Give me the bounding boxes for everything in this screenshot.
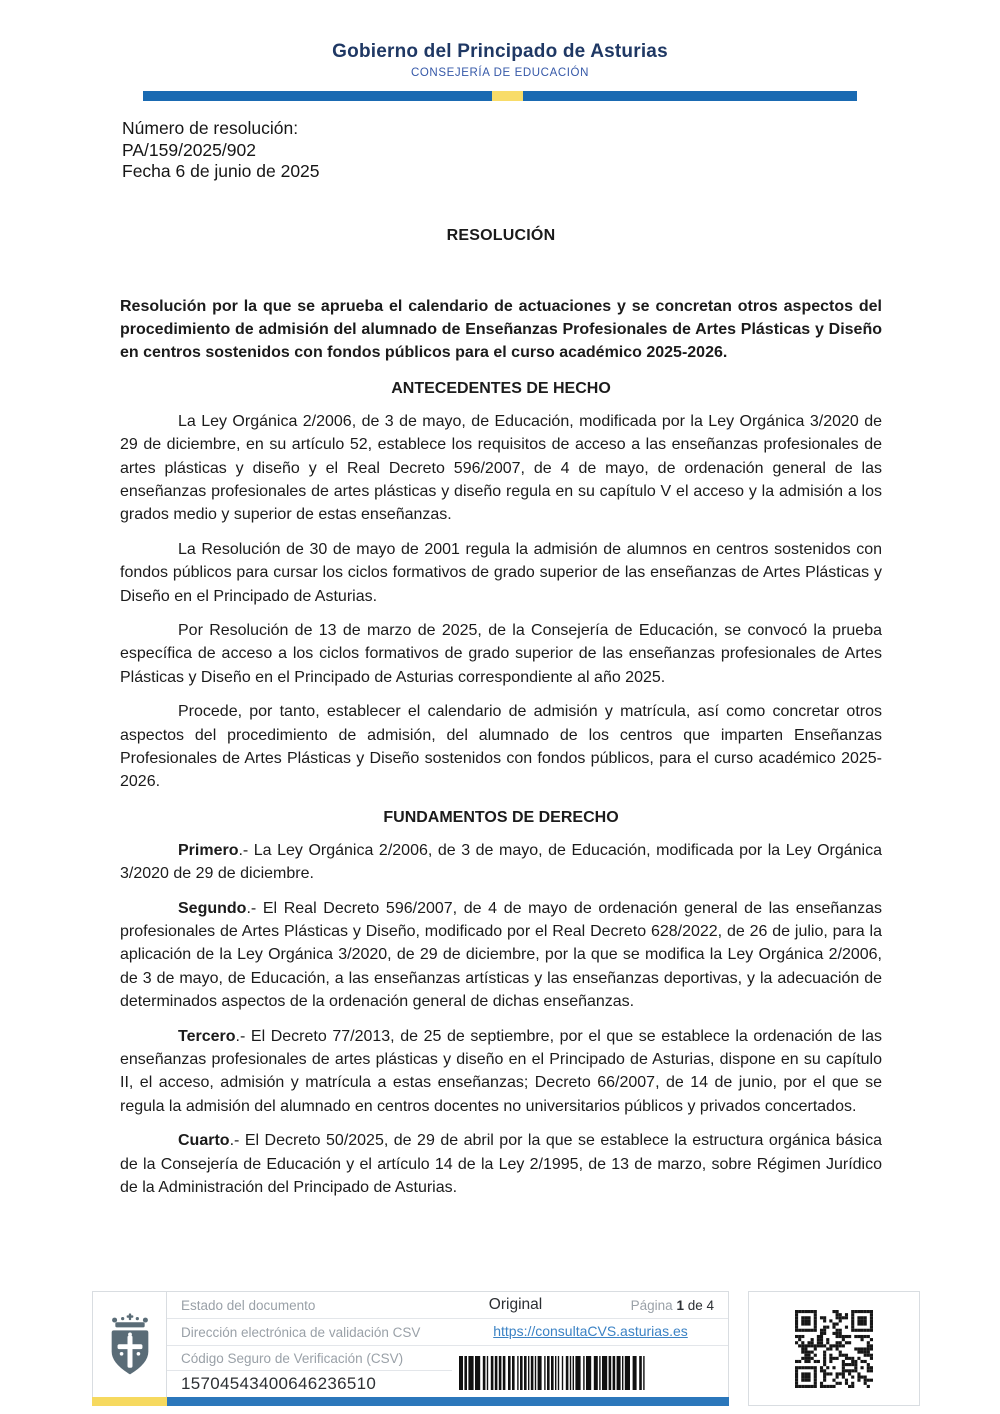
footer-bar-yellow-segment: [92, 1397, 167, 1406]
section-heading-antecedentes: ANTECEDENTES DE HECHO: [391, 379, 611, 397]
doc-title: RESOLUCIÓN: [446, 226, 556, 244]
paragraph-fundamento-tercero: [120, 1025, 882, 1119]
qr-code-icon: [795, 1310, 873, 1388]
fundamento-text: .- La Ley Orgánica 2/2006, de 3 de mayo, de Educación, modificada por la Ley Orgánica 3/2020 de 29 de diciembre.: [120, 841, 882, 883]
resolution-number-value: PA/159/2025/902: [122, 139, 256, 160]
paragraph-fundamento-segundo: [120, 897, 882, 1014]
barcode: [459, 1356, 649, 1390]
page-current: 1: [676, 1297, 684, 1313]
footer-logo-column: [93, 1292, 167, 1397]
gov-subtitle: CONSEJERÍA DE EDUCACIÓN: [410, 67, 590, 79]
fundamento-text: .- El Decreto 50/2025, de 29 de abril por la que se establece la estructura orgánica básica de la Consejería de Educación y el artículo 14 de la Ley 2/1995, de 13 de marzo, sobre Régimen Jurídico de la Administración del Principado de Asturias.: [120, 1132, 882, 1197]
paragraph-antecedentes-3: Por Resolución de 13 de marzo de 2025, de la Consejería de Educación, se convocó la prueba específica de acceso a los ciclos formativos de grado superior de las enseñanzas profesionales de Artes Plásticas y Diseño en el Principado de Asturias correspondiente al año 2025.: [120, 621, 882, 686]
page-total: de 4: [687, 1297, 714, 1313]
section-heading-fundamentos: FUNDAMENTOS DE DERECHO: [383, 808, 619, 826]
csv-direccion-label: Dirección electrónica de validación CSV: [181, 1324, 421, 1340]
page-indicator: Página 1 de 4: [630, 1297, 714, 1313]
paragraph-antecedentes-4: Procede, por tanto, establecer el calendario de admisión y matrícula, así como concretar otros aspectos del procedimiento de admisión, del alumnado de los centros que imparten Enseñanzas Profesionales de Artes Plásticas y Diseño sostenidos con fondos públicos, para el curso académico 2025- 2026.: [120, 703, 882, 791]
gov-title: Gobierno del Principado de Asturias: [332, 41, 668, 62]
footer-row-csv-direccion: [167, 1319, 728, 1346]
resolution-date: Fecha 6 de junio de 2025: [122, 161, 320, 181]
qr-box: [748, 1291, 920, 1406]
resolution-number-label: Número de resolución:: [122, 118, 299, 138]
fundamento-text: .- El Decreto 77/2013, de 25 de septiembre, por el que se establece la ordenación de las enseñanzas profesionales de artes plásticas y diseño en el Principado de Asturias, dispone en su capítulo II, el acceso, admisión y matrícula a estas enseñanzas; Decreto 66/2007, de 14 de junio, por el que se regula la admisión del alumnado en centros docentes no universitarios públicos y privados concertados.: [120, 1027, 882, 1115]
estado-value: Original: [488, 1296, 543, 1313]
document-body: [0, 227, 1000, 1200]
fundamento-text: .- El Real Decreto 596/2007, de 4 de mayo de ordenación general de las enseñanzas profesionales de Artes Plásticas y Diseño, modificado por el Real Decreto 628/2022, de 26 de julio, para la aplicación de la Ley Orgánica 3/2020, de 29 de diciembre, por la que se modifica la Ley Orgánica 2/2006, de 3 de mayo, de Educación, a las enseñanzas artísticas y las enseñanzas deportivas, y la adecuación de determinados aspectos de la ordenación general de dichas enseñanzas.: [120, 899, 882, 1011]
estado-label: Estado del documento: [181, 1297, 316, 1313]
resolution-meta: [122, 118, 1000, 183]
paragraph-antecedentes-1: La Ley Orgánica 2/2006, de 3 de mayo, de Educación, modificada por la Ley Orgánica 3/2020 de 29 de diciembre, en su artículo 52, establece los requisitos de acceso a las enseñanzas profesionales de artes plásticas y diseño y el Real Decreto 596/2007, de 4 de mayo, de ordenación general de las enseñanzas profesionales de artes plásticas y diseño regula en su capítulo V el acceso y la admisión a los grados medio y superior de estas enseñanzas.: [120, 412, 882, 524]
fundamento-lead: Segundo: [178, 899, 247, 917]
footer-bar-decoration: [92, 1397, 729, 1406]
header-bar-yellow-segment: [492, 91, 523, 101]
fundamento-lead: Cuarto: [178, 1132, 230, 1150]
paragraph-fundamento-primero: [120, 839, 882, 886]
footer-row-estado: [167, 1292, 728, 1319]
fundamento-lead: Tercero: [178, 1027, 236, 1045]
fundamento-lead: Primero: [178, 841, 239, 859]
header: [0, 0, 1000, 101]
csv-code-label: Código Seguro de Verificación (CSV): [181, 1351, 404, 1366]
paragraph-antecedentes-2: La Resolución de 30 de mayo de 2001 regula la admisión de alumnos en centros sostenidos con fondos públicos para cursar los ciclos formativos de grado superior de las enseñanzas de Artes Plásticas y Diseño en el Principado de Asturias.: [120, 540, 882, 605]
csv-code-value: 15704543400646236510: [181, 1373, 377, 1393]
doc-summary: Resolución por la que se aprueba el calendario de actuaciones y se concretan otros aspectos del procedimiento de admisión del alumnado de Enseñanzas Profesionales de Artes Plásticas y Diseño en centros sostenidos con fondos públicos para el curso académico 2025-2026.: [120, 297, 882, 362]
header-bar-decoration: [143, 91, 857, 101]
asturias-coat-of-arms-icon: [108, 1312, 152, 1378]
csv-validation-link[interactable]: https://consultaCVS.asturias.es: [493, 1323, 688, 1339]
paragraph-fundamento-cuarto: [120, 1129, 882, 1199]
